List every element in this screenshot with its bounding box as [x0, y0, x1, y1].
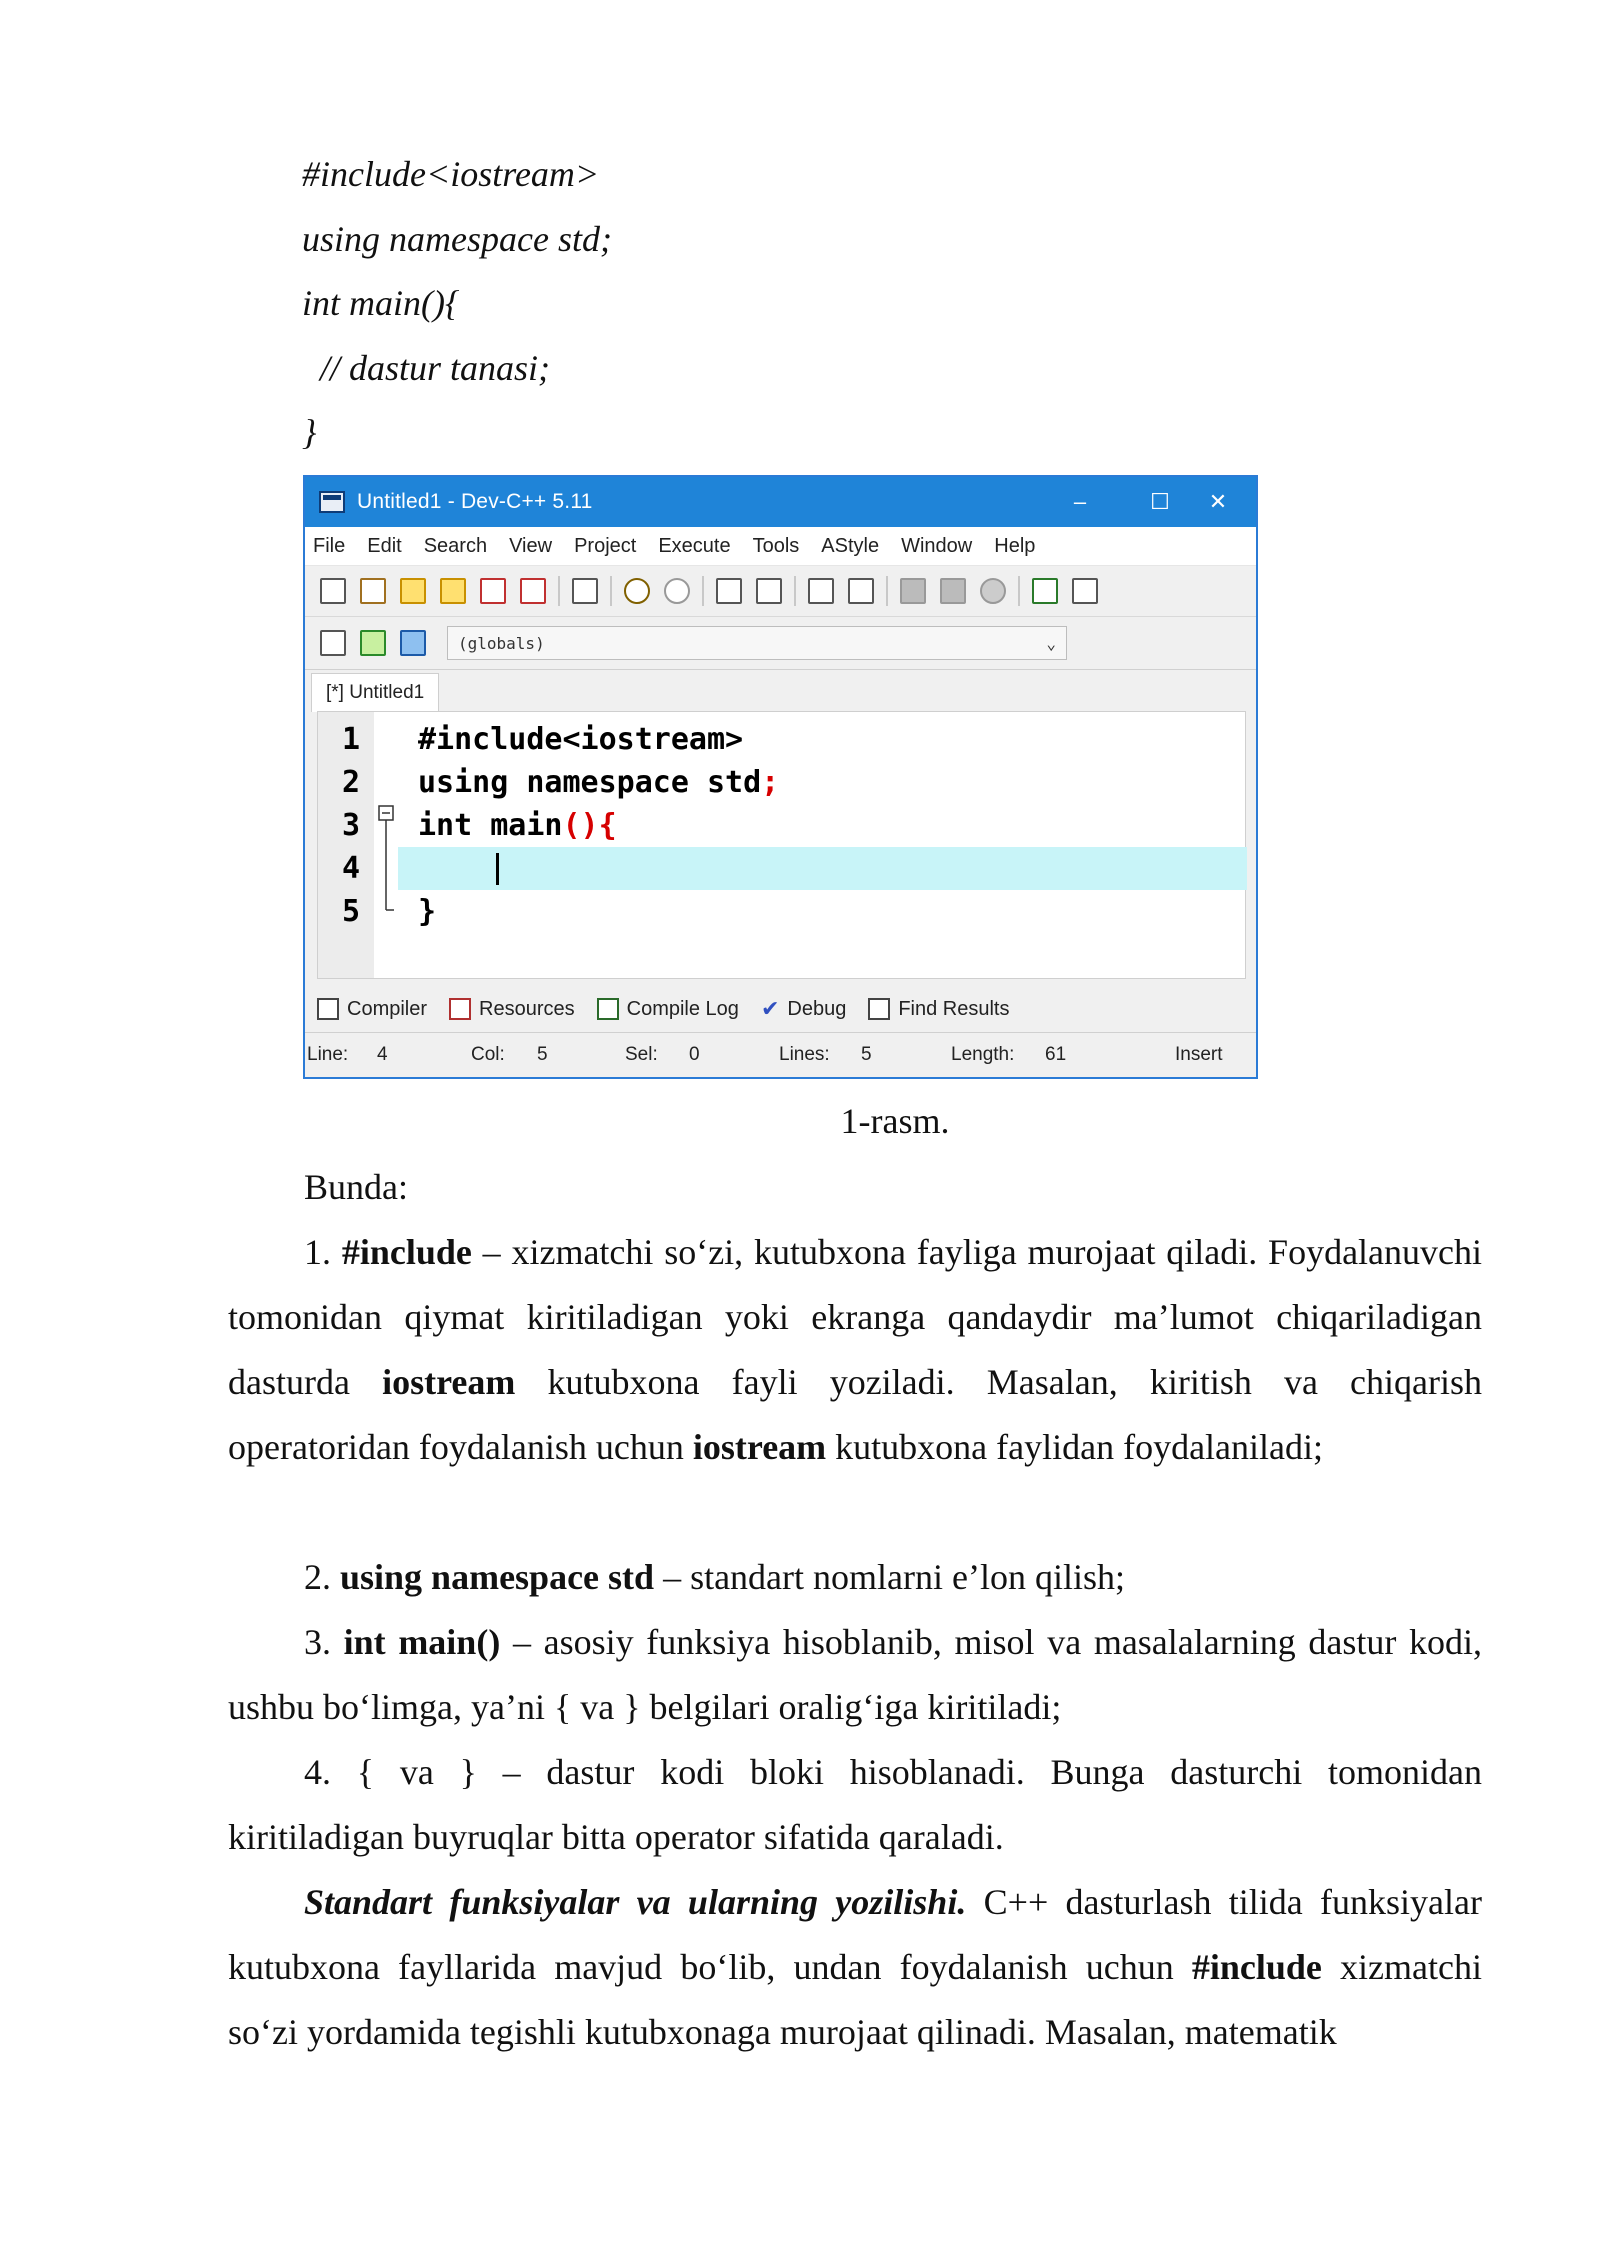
- undo-icon[interactable]: [624, 578, 650, 604]
- devcpp-app-icon: [319, 491, 345, 513]
- paragraph-item-1: [228, 1220, 1482, 1480]
- code-editor[interactable]: [317, 711, 1246, 979]
- window-title: Untitled1 - Dev-C++ 5.11: [357, 490, 593, 513]
- title-bar: [305, 477, 1256, 527]
- editor-line: [318, 718, 1245, 761]
- code-line-2: using namespace std;: [302, 219, 612, 259]
- item1-number: 1.: [304, 1232, 331, 1272]
- menu-edit[interactable]: Edit: [367, 534, 402, 557]
- line-number: 3: [342, 808, 361, 843]
- closing-brace-token: }: [418, 894, 437, 929]
- item1-text-2: kutubxona fayli yoziladi. Masalan, kiritish va chiqarish operatoridan foydalanish uchun: [228, 1362, 1483, 1467]
- status-sel-value: 0: [689, 1044, 700, 1065]
- toolbar-separator: [702, 576, 704, 606]
- menu-help[interactable]: Help: [994, 534, 1036, 557]
- compiler-icon: [317, 998, 339, 1020]
- resources-icon: [449, 998, 471, 1020]
- code-text: [418, 804, 617, 847]
- globals-combo[interactable]: [447, 626, 1067, 660]
- line-number: 4: [342, 851, 361, 886]
- tab-untitled1[interactable]: [*] Untitled1: [311, 673, 439, 712]
- debug-check-icon: ✔: [760, 996, 780, 1021]
- toolbar-separator: [886, 576, 888, 606]
- bottom-panel-tabs: [305, 985, 1256, 1033]
- stop-icon[interactable]: [980, 578, 1006, 604]
- menu-project[interactable]: Project: [574, 534, 637, 557]
- fullscreen-icon[interactable]: [1072, 578, 1098, 604]
- item1-text-3: kutubxona faylidan foydalaniladi;: [835, 1427, 1324, 1467]
- code-line-1: #include<iostream>: [302, 154, 600, 194]
- tab-find-results[interactable]: [868, 998, 1009, 1021]
- menu-bar: [305, 527, 1256, 566]
- goto-icon[interactable]: [360, 630, 386, 656]
- close-button[interactable]: ✕: [1208, 489, 1228, 514]
- main-toolbar: [305, 566, 1256, 617]
- tab-compiler-label: Compiler: [347, 997, 428, 1020]
- code-line-4: // dastur tanasi;: [302, 348, 551, 388]
- line-number: 1: [342, 722, 361, 757]
- menu-tools[interactable]: Tools: [752, 534, 800, 557]
- menu-search[interactable]: Search: [423, 534, 488, 557]
- status-sel-label: Sel:: [625, 1044, 658, 1065]
- item4-text: { va } – dastur kodi bloki hisoblanadi. Bunga dasturchi tomonidan kiritiladigan buyruqlar bitta operator sifatida qaraladi.: [228, 1752, 1482, 1857]
- indent-icon[interactable]: [808, 578, 834, 604]
- status-col-label: Col:: [471, 1044, 505, 1065]
- code-line-5: }: [302, 412, 317, 452]
- status-line-value: 4: [377, 1044, 388, 1065]
- item3-number: 3.: [304, 1622, 331, 1662]
- save-icon[interactable]: [400, 578, 426, 604]
- brace-token: (){: [562, 808, 617, 843]
- item1-keyword: #include: [341, 1232, 472, 1272]
- status-col-value: 5: [537, 1044, 548, 1065]
- line-number: 5: [342, 894, 361, 929]
- tab-resources[interactable]: [449, 998, 575, 1021]
- tab-compile-log-label: Compile Log: [626, 997, 739, 1020]
- section-text: C++ dasturlash tilida funksiyalar kutubxona fayllarida mavjud bo‘lib, undan foydalanish uchun: [228, 1882, 1482, 1987]
- item4-number: 4.: [304, 1752, 331, 1792]
- menu-astyle[interactable]: AStyle: [821, 534, 880, 557]
- tab-compiler[interactable]: [317, 998, 427, 1021]
- tab-resources-label: Resources: [479, 997, 575, 1020]
- item1-keyword-2: iostream: [382, 1362, 516, 1402]
- tab-debug-label: Debug: [787, 997, 847, 1020]
- item1-keyword-3: iostream: [692, 1427, 827, 1467]
- paragraph-standard-functions: [228, 1870, 1482, 2065]
- add-to-project-icon[interactable]: [320, 630, 346, 656]
- paragraph-item-2: [228, 1545, 1482, 1610]
- status-lines-value: 5: [861, 1044, 872, 1065]
- unindent-icon[interactable]: [848, 578, 874, 604]
- redo-icon[interactable]: [664, 578, 690, 604]
- close-all-icon[interactable]: [520, 578, 546, 604]
- section-heading: Standart funksiyalar va ularning yozilishi.: [304, 1882, 967, 1922]
- item2-number: 2.: [304, 1557, 331, 1597]
- code-text: [418, 761, 779, 804]
- menu-view[interactable]: View: [509, 534, 553, 557]
- compile-log-icon: [597, 998, 619, 1020]
- section-keyword: #include: [1191, 1947, 1322, 1987]
- item3-text: – asosiy funksiya hisoblanib, misol va masalalarning dastur kodi, ushbu bo‘limga, ya’ni { va } belgilari oralig‘iga kiritiladi;: [228, 1622, 1483, 1727]
- line-number: 2: [342, 765, 361, 800]
- tab-find-results-label: Find Results: [898, 997, 1010, 1020]
- status-length-label: Length:: [951, 1044, 1015, 1065]
- item3-keyword: int main(): [343, 1622, 501, 1662]
- code-text: #include<iostream>: [418, 722, 744, 757]
- chevron-down-icon: ⌄: [1046, 633, 1056, 653]
- toolbar-separator: [558, 576, 560, 606]
- minimize-button[interactable]: –: [1073, 489, 1087, 514]
- editor-line-current: [318, 847, 1245, 890]
- text-cursor: [496, 853, 499, 885]
- paragraph-item-3: [228, 1610, 1482, 1740]
- tab-debug[interactable]: [761, 996, 846, 1022]
- bunda-label: Bunda:: [304, 1167, 408, 1207]
- new-file-icon[interactable]: [320, 578, 346, 604]
- status-insert-mode: Insert: [1175, 1044, 1223, 1065]
- print-icon[interactable]: [572, 578, 598, 604]
- forward-icon[interactable]: [940, 578, 966, 604]
- maximize-button[interactable]: ☐: [1150, 489, 1170, 514]
- menu-file[interactable]: File: [313, 534, 346, 557]
- item1-text: – xizmatchi so‘zi, kutubxona fayliga murojaat qiladi. Foydalanuvchi tomonidan qiymat kiritiladigan yoki ekranga qandaydir ma’lumot chiqariladigan dasturda: [228, 1232, 1483, 1402]
- editor-line: [318, 761, 1245, 804]
- paragraph-item-4: [228, 1740, 1482, 1870]
- toolbar-separator: [610, 576, 612, 606]
- globals-combo-value: (globals): [458, 633, 545, 653]
- grid-view-icon[interactable]: [1032, 578, 1058, 604]
- editor-line: [318, 804, 1245, 847]
- toolbar-separator: [794, 576, 796, 606]
- close-file-icon[interactable]: [480, 578, 506, 604]
- semicolon-token: ;: [761, 765, 780, 800]
- status-length-value: 61: [1045, 1044, 1067, 1065]
- save-all-icon[interactable]: [440, 578, 466, 604]
- find-icon[interactable]: [716, 578, 742, 604]
- open-file-icon[interactable]: [360, 578, 386, 604]
- status-lines-label: Lines:: [779, 1044, 830, 1065]
- code-text-main: using namespace std: [418, 765, 762, 800]
- devcpp-window: [303, 475, 1258, 1079]
- find-results-icon: [868, 998, 890, 1020]
- code-text-main: int main: [418, 808, 563, 843]
- menu-window[interactable]: Window: [901, 534, 973, 557]
- item2-text: – standart nomlarni e’lon qilish;: [663, 1557, 1125, 1597]
- bookmark-icon[interactable]: [400, 630, 426, 656]
- status-bar: [305, 1032, 1256, 1077]
- figure-caption: 1-rasm.: [840, 1101, 950, 1141]
- code-line-3: int main(){: [302, 283, 460, 323]
- current-line-highlight: [398, 847, 1247, 890]
- editor-line: [318, 890, 1245, 933]
- menu-execute[interactable]: Execute: [658, 534, 731, 557]
- item2-keyword: using namespace std: [340, 1557, 655, 1597]
- editor-tabstrip: [305, 670, 1256, 712]
- secondary-toolbar: [305, 617, 1256, 670]
- tab-compile-log[interactable]: [597, 998, 739, 1021]
- section-text-2: xizmatchi so‘zi yordamida tegishli kutubxonaga murojaat qilinadi. Masalan, matematik: [228, 1947, 1482, 2052]
- replace-icon[interactable]: [756, 578, 782, 604]
- back-icon[interactable]: [900, 578, 926, 604]
- toolbar-separator: [1018, 576, 1020, 606]
- status-line-label: Line:: [307, 1044, 349, 1065]
